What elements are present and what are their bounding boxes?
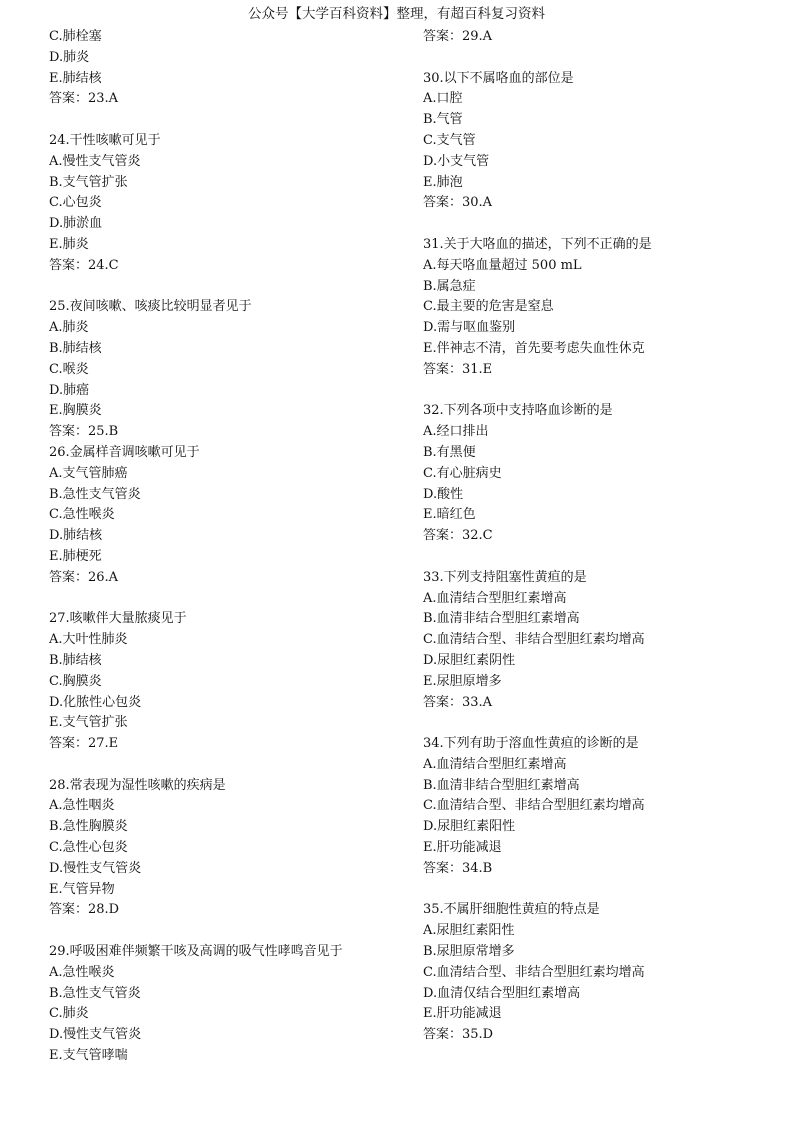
text-line: B.支气管扩张: [49, 174, 128, 190]
text-line: B.属急症: [423, 278, 476, 294]
text-line: A.每天咯血量超过 500 mL: [423, 257, 582, 273]
text-line: 答案：34.B: [423, 860, 493, 876]
text-line: 26.金属样音调咳嗽可见于: [49, 444, 200, 460]
text-line: E.肺炎: [49, 236, 89, 252]
blank-line: [423, 880, 783, 901]
text-line: A.急性喉炎: [49, 964, 115, 980]
text-line: B.肺结核: [49, 652, 102, 668]
text-line: B.血清非结合型胆红素增高: [423, 611, 580, 627]
text-line: B.有黑便: [423, 444, 476, 460]
text-line: D.尿胆红素阴性: [423, 652, 516, 668]
text-line: C.最主要的危害是窒息: [423, 299, 554, 315]
text-line: C.有心脏病史: [423, 465, 502, 481]
text-line: E.肺梗死: [49, 548, 102, 564]
text-line: 答案：31.E: [423, 361, 493, 377]
blank-line: [49, 589, 409, 610]
text-line: D.肺炎: [49, 49, 90, 65]
text-line: E.肝功能减退: [423, 1006, 502, 1022]
text-line: 25.夜间咳嗽、咳痰比较明显者见于: [49, 299, 252, 315]
text-line: A.血清结合型胆红素增高: [423, 756, 567, 772]
text-line: A.急性咽炎: [49, 798, 115, 814]
text-line: D.肺淤血: [49, 216, 103, 232]
text-line: C.心包炎: [49, 195, 102, 211]
text-line: A.尿胆红素阳性: [423, 923, 515, 939]
text-line: A.经口排出: [423, 424, 489, 440]
text-line: 24.干性咳嗽可见于: [49, 132, 161, 148]
text-line: D.小支气管: [423, 153, 490, 169]
text-line: D.需与呕血鉴别: [423, 320, 516, 336]
text-line: 答案：33.A: [423, 694, 493, 710]
text-line: 34.下列有助于溶血性黄疸的诊断的是: [423, 736, 639, 752]
text-line: C.急性喉炎: [49, 507, 115, 523]
text-line: E.尿胆原增多: [423, 673, 502, 689]
text-line: 答案：32.C: [423, 528, 493, 544]
text-line: D.酸性: [423, 486, 464, 502]
text-line: 31.关于大咯血的描述，下列不正确的是: [423, 236, 652, 252]
text-line: D.化脓性心包炎: [49, 694, 142, 710]
text-line: C.血清结合型、非结合型胆红素均增高: [423, 798, 645, 814]
blank-line: [423, 381, 783, 402]
text-line: D.血清仅结合型胆红素增高: [423, 985, 581, 1001]
text-line: E.肝功能减退: [423, 840, 502, 856]
text-line: E.支气管扩张: [49, 715, 128, 731]
left-column: [49, 27, 409, 1067]
text-line: E.肺结核: [49, 70, 102, 86]
text-line: B.气管: [423, 112, 463, 128]
text-line: 33.下列支持阻塞性黄疸的是: [423, 569, 587, 585]
text-line: B.急性支气管炎: [49, 985, 141, 1001]
text-line: 答案：27.E: [49, 736, 119, 752]
text-line: 32.下列各项中支持咯血诊断的是: [423, 403, 613, 419]
blank-line: [49, 755, 409, 776]
page-header: 公众号【大学百科资料】整理，有超百科复习资料: [248, 6, 545, 22]
text-line: A.血清结合型胆红素增高: [423, 590, 567, 606]
text-line: D.肺结核: [49, 528, 103, 544]
text-line: C.肺炎: [49, 1006, 89, 1022]
text-line: 答案：30.A: [423, 195, 493, 211]
text-line: 29.呼吸困难伴频繁干咳及高调的吸气性哮鸣音见于: [49, 944, 343, 960]
blank-line: [423, 713, 783, 734]
text-line: A.口腔: [423, 91, 463, 107]
text-line: C.喉炎: [49, 361, 89, 377]
text-line: A.大叶性肺炎: [49, 632, 128, 648]
text-line: E.暗红色: [423, 507, 476, 523]
text-line: E.胸膜炎: [49, 403, 102, 419]
text-line: 答案：35.D: [423, 1027, 494, 1043]
text-line: C.支气管: [423, 132, 476, 148]
text-line: 27.咳嗽伴大量脓痰见于: [49, 611, 187, 627]
text-line: D.慢性支气管炎: [49, 860, 142, 876]
text-line: E.伴神志不清，首先要考虑失血性休克: [423, 340, 645, 356]
text-line: D.尿胆红素阳性: [423, 819, 516, 835]
text-line: E.气管异物: [49, 881, 115, 897]
text-line: C.急性心包炎: [49, 840, 128, 856]
text-line: B.尿胆原常增多: [423, 944, 515, 960]
text-line: B.急性支气管炎: [49, 486, 141, 502]
text-line: B.急性胸膜炎: [49, 819, 128, 835]
text-line: C.血清结合型、非结合型胆红素均增高: [423, 632, 645, 648]
blank-line: [423, 547, 783, 568]
text-line: A.支气管肺癌: [49, 465, 128, 481]
text-line: E.支气管哮喘: [49, 1048, 128, 1064]
text-line: A.慢性支气管炎: [49, 153, 141, 169]
right-column: [423, 27, 783, 1046]
blank-line: [423, 214, 783, 235]
text-line: A.肺炎: [49, 320, 89, 336]
text-line: 答案：26.A: [49, 569, 119, 585]
text-line: 35.不属肝细胞性黄疸的特点是: [423, 902, 600, 918]
text-line: 答案：25.B: [49, 424, 119, 440]
text-line: 答案：28.D: [49, 902, 120, 918]
text-line: 答案：23.A: [49, 91, 119, 107]
text-line: C.血清结合型、非结合型胆红素均增高: [423, 964, 645, 980]
text-line: D.慢性支气管炎: [49, 1027, 142, 1043]
text-line: E.肺泡: [423, 174, 463, 190]
text-line: D.肺癌: [49, 382, 90, 398]
text-line: B.肺结核: [49, 340, 102, 356]
text-line: C.肺栓塞: [49, 29, 102, 44]
blank-line: [49, 921, 409, 942]
text-line: B.血清非结合型胆红素增高: [423, 777, 580, 793]
blank-line: [49, 110, 409, 131]
text-line: 答案：24.C: [49, 257, 119, 273]
text-line: 28.常表现为湿性咳嗽的疾病是: [49, 777, 226, 793]
blank-line: [423, 48, 783, 69]
blank-line: [49, 277, 409, 298]
text-line: 30.以下不属咯血的部位是: [423, 70, 574, 86]
text-line: C.胸膜炎: [49, 673, 102, 689]
text-line: 答案：29.A: [423, 29, 493, 44]
